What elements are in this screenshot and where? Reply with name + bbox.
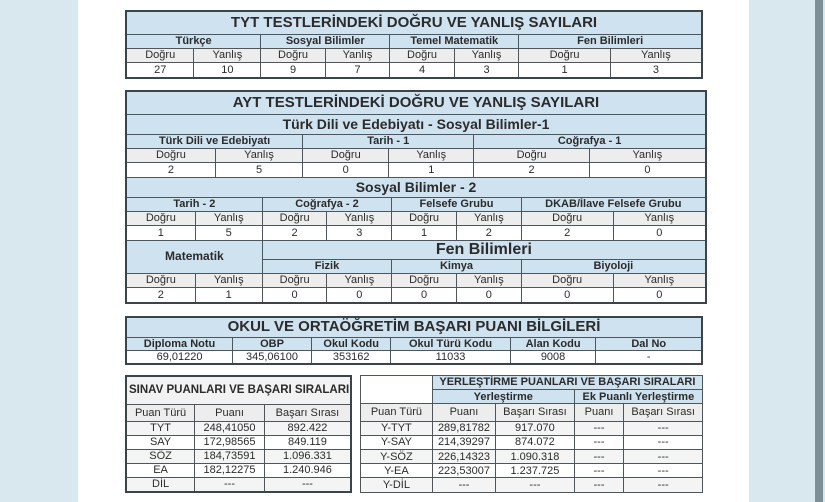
yanlis-value: 0	[456, 287, 521, 302]
sinav-puanlari-table	[125, 375, 352, 493]
column-header: Puanı	[195, 404, 265, 421]
obp-value: 345,06100	[233, 350, 312, 364]
yanlis-label: Yanlış	[327, 273, 392, 287]
yanlis-value: 0	[613, 287, 705, 302]
column-header: Alan Kodu	[510, 337, 596, 350]
dogru-label: Doğru	[262, 212, 327, 226]
ek-puan-value: ---	[574, 464, 624, 478]
yanlis-label: Yanlış	[195, 273, 262, 287]
yanlis-label: Yanlış	[613, 273, 705, 287]
table-row	[127, 287, 705, 302]
yanlis-label: Yanlış	[456, 273, 521, 287]
ek-puan-value: ---	[574, 478, 624, 492]
table-row	[361, 375, 703, 389]
yanlis-value: 0	[589, 163, 705, 178]
vertical-scrollbar[interactable]	[815, 0, 823, 502]
yanlis-label: Yanlış	[215, 149, 302, 163]
table-row	[361, 464, 703, 478]
empty-corner-cell	[361, 375, 433, 403]
yerlestirme-puanlari-table	[360, 375, 703, 493]
group-header-cell: Kimya	[392, 259, 521, 273]
table-row	[127, 163, 705, 178]
yanlis-value: 5	[215, 163, 302, 178]
column-header: Okul Kodu	[311, 337, 390, 350]
sira-value: 892.422	[264, 421, 351, 435]
matematik-header-cell: Matematik	[127, 241, 262, 273]
sinav-title: SINAV PUANLARI VE BAŞARI SIRALARI	[126, 376, 351, 405]
group-header-cell: Tarih - 2	[127, 198, 262, 212]
column-header: Puanı	[574, 404, 624, 421]
group-header-cell: Felsefe Grubu	[392, 198, 521, 212]
sira-value: 874.072	[496, 435, 575, 449]
table-row	[126, 435, 351, 449]
dogru-value: 1	[392, 226, 457, 241]
puan-value: 289,81782	[432, 421, 495, 435]
ayt-table	[125, 90, 707, 304]
dogru-value: 2	[127, 163, 215, 178]
puan-turu: Y-SÖZ	[361, 450, 433, 464]
table-row	[126, 35, 702, 49]
dogru-label: Doğru	[261, 49, 326, 63]
section-title: Sosyal Bilimler - 2	[127, 178, 705, 198]
table-row	[127, 178, 705, 198]
diploma-notu-value: 69,01220	[126, 350, 233, 364]
group-header-cell: Türkçe	[126, 35, 261, 49]
column-header: Puan Türü	[126, 404, 195, 421]
sira-value: 1.240.946	[264, 463, 351, 477]
dogru-label: Doğru	[126, 49, 194, 63]
dogru-label: Doğru	[392, 212, 457, 226]
group-header-cell: Sosyal Bilimler	[261, 35, 390, 49]
yanlis-value: 3	[327, 226, 392, 241]
dogru-label: Doğru	[474, 149, 590, 163]
dogru-value: 1	[127, 226, 195, 241]
puan-turu: EA	[126, 463, 195, 477]
puan-turu: SAY	[126, 435, 195, 449]
group-header-cell: Türk Dili ve Edebiyatı	[127, 135, 303, 149]
table-row	[126, 350, 702, 364]
dogru-value: 4	[390, 63, 455, 79]
table-row	[127, 226, 705, 241]
column-header: Başarı Sırası	[624, 404, 703, 421]
dogru-value: 2	[474, 163, 590, 178]
ayt-title: AYT TESTLERİNDEKİ DOĞRU VE YANLIŞ SAYILARI	[127, 92, 705, 115]
puan-value: 214,39297	[432, 435, 495, 449]
yanlis-value: 1	[195, 287, 262, 302]
ek-sira-value: ---	[624, 450, 703, 464]
dogru-label: Doğru	[127, 273, 195, 287]
puan-turu: Y-SAY	[361, 435, 433, 449]
ek-puanli-group-header: Ek Puanlı Yerleştirme	[574, 390, 702, 404]
yanlis-label: Yanlış	[610, 49, 702, 63]
puan-value: ---	[432, 478, 495, 492]
ek-puan-value: ---	[574, 421, 624, 435]
group-header-cell: Temel Matematik	[390, 35, 519, 49]
group-header-cell: Coğrafya - 1	[474, 135, 705, 149]
ek-sira-value: ---	[624, 478, 703, 492]
table-row	[127, 115, 705, 135]
dogru-value: 2	[521, 226, 613, 241]
column-header: Puan Türü	[361, 404, 433, 421]
yanlis-value: 7	[325, 63, 390, 79]
table-row	[126, 337, 702, 350]
yanlis-value: 3	[610, 63, 702, 79]
yanlis-label: Yanlış	[325, 49, 390, 63]
column-header: Puanı	[432, 404, 495, 421]
table-row	[126, 404, 351, 421]
ek-sira-value: ---	[624, 421, 703, 435]
puan-value: 223,53007	[432, 464, 495, 478]
dogru-value: 0	[262, 287, 327, 302]
group-header-cell: DKAB/İlave Felsefe Grubu	[521, 198, 705, 212]
yanlis-value: 2	[456, 226, 521, 241]
dogru-label: Doğru	[127, 149, 215, 163]
ayt-section-tde-sosyal1	[127, 115, 705, 178]
ek-sira-value: ---	[624, 464, 703, 478]
puan-value: 248,41050	[195, 421, 265, 435]
dogru-value: 27	[126, 63, 194, 79]
dogru-label: Doğru	[303, 149, 389, 163]
yanlis-label: Yanlış	[454, 49, 519, 63]
table-row	[127, 212, 705, 226]
yanlis-value: 0	[613, 226, 705, 241]
group-header-cell: Fizik	[262, 259, 391, 273]
yanlis-value: 10	[194, 63, 261, 79]
content-panel	[78, 0, 749, 502]
dogru-value: 2	[262, 226, 327, 241]
table-row	[127, 273, 705, 287]
sira-value: 1.090.318	[496, 450, 575, 464]
table-row	[361, 435, 703, 449]
group-header-cell: Coğrafya - 2	[262, 198, 391, 212]
ayt-section-matematik-fen	[127, 241, 705, 302]
puan-value: 184,73591	[195, 449, 265, 463]
column-header: Okul Türü Kodu	[391, 337, 510, 350]
sira-value: 1.096.331	[264, 449, 351, 463]
yanlis-value: 5	[195, 226, 262, 241]
group-header-cell: Fen Bilimleri	[519, 35, 702, 49]
ek-sira-value: ---	[624, 435, 703, 449]
puan-value: 182,12275	[195, 463, 265, 477]
sira-value: 849.119	[264, 435, 351, 449]
table-row	[127, 198, 705, 212]
table-row	[126, 463, 351, 477]
okul-table	[125, 316, 703, 365]
yanlis-value: 0	[327, 287, 392, 302]
tyt-title: TYT TESTLERİNDEKİ DOĞRU VE YANLIŞ SAYILARI	[126, 11, 702, 35]
table-row	[126, 376, 351, 405]
sira-value: 1.237.725	[496, 464, 575, 478]
scores-section	[125, 375, 703, 493]
dogru-value: 2	[127, 287, 195, 302]
tyt-table	[125, 10, 703, 79]
yanlis-label: Yanlış	[456, 212, 521, 226]
table-row	[361, 404, 703, 421]
dogru-value: 9	[261, 63, 326, 79]
table-row	[126, 477, 351, 492]
yerlestirme-title: YERLEŞTİRME PUANLARI VE BAŞARI SIRALARI	[432, 375, 702, 389]
dogru-label: Doğru	[521, 273, 613, 287]
dogru-label: Doğru	[519, 49, 611, 63]
fen-bilimleri-title: Fen Bilimleri	[262, 241, 705, 259]
alan-kodu-value: 9008	[510, 350, 596, 364]
yanlis-label: Yanlış	[194, 49, 261, 63]
dogru-value: 0	[303, 163, 389, 178]
table-row	[126, 317, 702, 338]
column-header: Başarı Sırası	[496, 404, 575, 421]
column-header: Başarı Sırası	[264, 404, 351, 421]
yanlis-label: Yanlış	[589, 149, 705, 163]
dogru-label: Doğru	[127, 212, 195, 226]
dogru-label: Doğru	[392, 273, 457, 287]
table-row	[361, 421, 703, 435]
table-row	[126, 49, 702, 63]
puan-turu: SÖZ	[126, 449, 195, 463]
dogru-label: Doğru	[390, 49, 455, 63]
yerlestirme-group-header: Yerleştirme	[432, 390, 574, 404]
puan-turu: DİL	[126, 477, 195, 492]
group-header-cell: Tarih - 1	[303, 135, 474, 149]
table-row	[361, 450, 703, 464]
sira-value: ---	[264, 477, 351, 492]
okul-turu-kodu-value: 11033	[391, 350, 510, 364]
dal-no-value: -	[596, 350, 702, 364]
table-row	[126, 63, 702, 79]
table-row	[127, 149, 705, 163]
yanlis-label: Yanlış	[613, 212, 705, 226]
table-row	[361, 478, 703, 492]
dogru-value: 1	[519, 63, 611, 79]
column-header: Dal No	[596, 337, 702, 350]
yanlis-label: Yanlış	[327, 212, 392, 226]
dogru-value: 0	[521, 287, 613, 302]
table-row	[127, 241, 705, 259]
group-header-cell: Biyoloji	[521, 259, 705, 273]
sira-value: 917.070	[496, 421, 575, 435]
puan-value: 226,14323	[432, 450, 495, 464]
section-title: Türk Dili ve Edebiyatı - Sosyal Bilimler-1	[127, 115, 705, 135]
okul-kodu-value: 353162	[311, 350, 390, 364]
yanlis-value: 3	[454, 63, 519, 79]
dogru-label: Doğru	[262, 273, 327, 287]
okul-title: OKUL VE ORTAÖĞRETİM BAŞARI PUANI BİLGİLERİ	[126, 317, 702, 338]
ek-puan-value: ---	[574, 435, 624, 449]
column-header: OBP	[233, 337, 312, 350]
yanlis-label: Yanlış	[389, 149, 474, 163]
table-row	[126, 421, 351, 435]
sira-value: ---	[496, 478, 575, 492]
puan-turu: TYT	[126, 421, 195, 435]
ayt-section-sosyal2	[127, 178, 705, 241]
ek-puan-value: ---	[574, 450, 624, 464]
dogru-label: Doğru	[521, 212, 613, 226]
puan-value: ---	[195, 477, 265, 492]
yanlis-label: Yanlış	[195, 212, 262, 226]
table-row	[127, 135, 705, 149]
puan-turu: Y-DİL	[361, 478, 433, 492]
yanlis-value: 1	[389, 163, 474, 178]
puan-value: 172,98565	[195, 435, 265, 449]
column-header: Diploma Notu	[126, 337, 233, 350]
dogru-value: 0	[392, 287, 457, 302]
puan-turu: Y-TYT	[361, 421, 433, 435]
puan-turu: Y-EA	[361, 464, 433, 478]
table-row	[126, 11, 702, 35]
table-row	[126, 449, 351, 463]
